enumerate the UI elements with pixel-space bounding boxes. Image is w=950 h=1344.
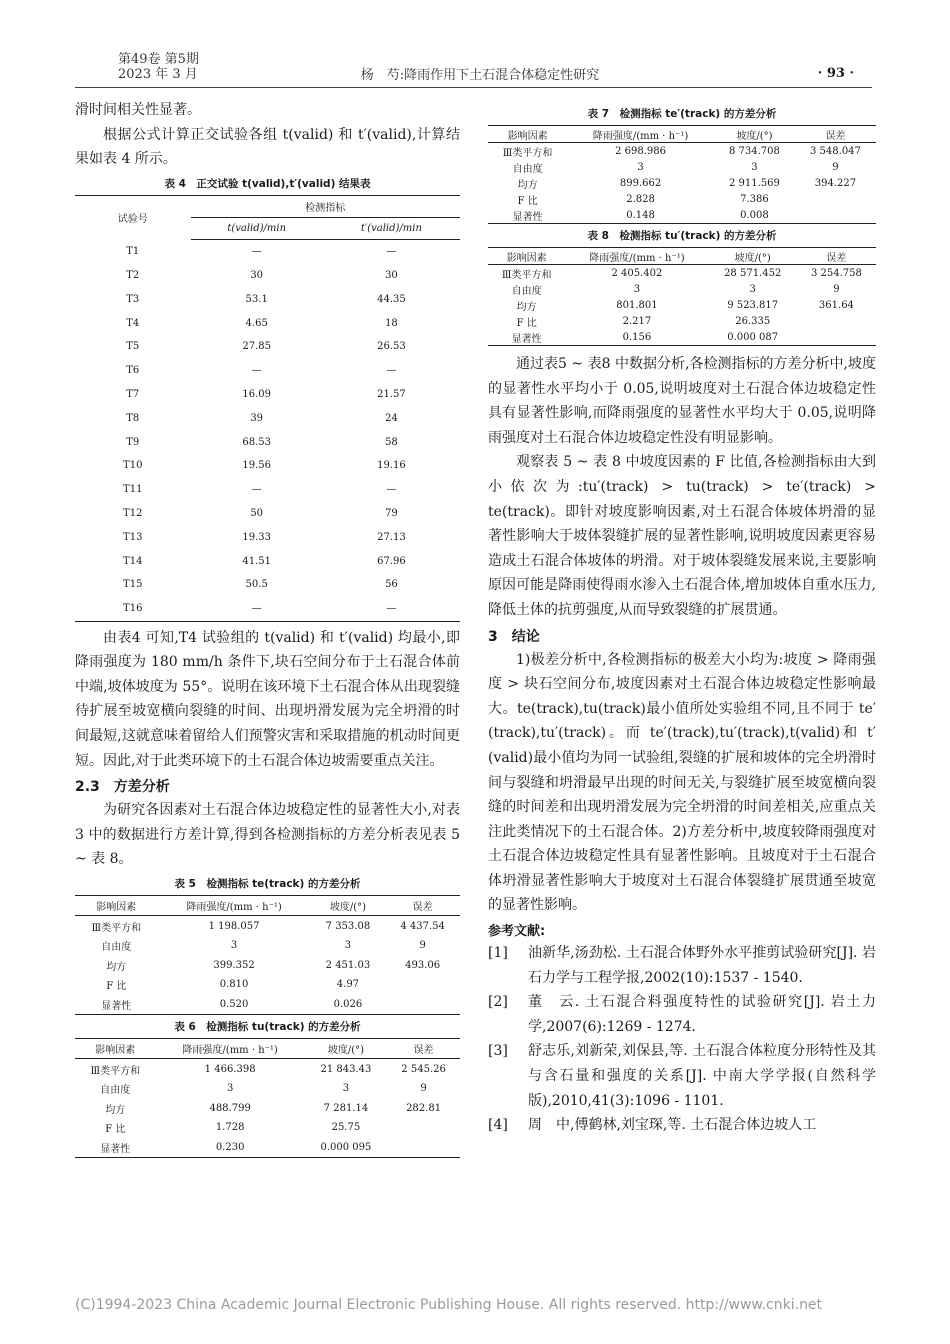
table-cell: T4 bbox=[126, 317, 140, 329]
table-row bbox=[75, 359, 460, 383]
table-cell: 3 bbox=[633, 283, 641, 295]
table-cell: 24 bbox=[385, 412, 398, 424]
table-cell: 9 bbox=[419, 940, 426, 952]
table-cell bbox=[795, 207, 876, 224]
right-column bbox=[488, 98, 876, 1138]
table-cell: 44.35 bbox=[377, 293, 406, 305]
table-cell: 0.156 bbox=[565, 329, 708, 346]
table-header: 影响因素 bbox=[75, 895, 158, 916]
paragraph: 由表4 可知,T4 试验组的 t(valid) 和 t′(valid) 均最小,即降雨强度为 180 mm/h 条件下,块石空间分布于土石混合体前中端,坡体坡度为 55°。说明在该环境下土石混合体从出现裂缝待扩展至坡宽横向裂缝的时间、出现坍滑发展为完全坍滑的时间最短,这就意味着留给人们预警灾害和采取措施的机动时间更短。因此,对于此类环境下的土石混合体边坡需要重点关注。 bbox=[75, 629, 460, 769]
table-cell: T15 bbox=[123, 579, 143, 591]
table-cell: 显著性 bbox=[488, 207, 567, 224]
copyright-footer: (C)1994-2023 China Academic Journal Electronic Publishing House. All rights reserved. http://www.cnki.net bbox=[75, 1297, 823, 1313]
table-row bbox=[75, 549, 460, 573]
table-cell: 21.57 bbox=[377, 388, 406, 400]
table4-caption: 表 4 正交试验 t(valid),t′(valid) 结果表 bbox=[164, 177, 371, 190]
table-header: 坡度/(°) bbox=[709, 248, 797, 265]
table-cell: 488.799 bbox=[209, 1102, 251, 1114]
table-cell: 7 353.08 bbox=[325, 920, 371, 932]
table-cell: 0.000 087 bbox=[709, 329, 797, 346]
table-cell: 2.828 bbox=[626, 193, 655, 205]
table-row bbox=[75, 916, 460, 936]
table-row bbox=[75, 994, 460, 1014]
table-cell: 26.335 bbox=[735, 315, 771, 327]
table-cell: 3 bbox=[230, 940, 238, 952]
table-header: 试验号 bbox=[75, 195, 191, 239]
table-header: 降雨强度/(mm · h⁻¹) bbox=[565, 248, 708, 265]
table-cell: 3 bbox=[226, 1083, 234, 1095]
table-header: 影响因素 bbox=[488, 126, 567, 143]
table-cell: 3 bbox=[342, 1083, 350, 1095]
table-cell: — bbox=[251, 246, 262, 258]
table-cell: 1 466.398 bbox=[204, 1063, 256, 1075]
table-header: 坡度/(°) bbox=[305, 1038, 387, 1059]
table-cell bbox=[385, 994, 460, 1014]
table-cell: T14 bbox=[123, 555, 143, 567]
table-cell: 7 281.14 bbox=[323, 1102, 369, 1114]
table-cell: T2 bbox=[126, 269, 140, 281]
table-cell: Ⅲ类平方和 bbox=[90, 1065, 141, 1077]
table-cell: 0.520 bbox=[158, 994, 311, 1014]
table-cell: 2.217 bbox=[622, 315, 652, 327]
table-row bbox=[75, 1079, 460, 1099]
table-cell: F 比 bbox=[105, 1124, 126, 1136]
table-cell: 26.53 bbox=[377, 341, 406, 353]
table-cell: 2 545.26 bbox=[401, 1063, 446, 1075]
table-cell: — bbox=[251, 365, 262, 377]
table-row bbox=[75, 311, 460, 335]
table-row bbox=[75, 1098, 460, 1118]
table6-caption: 表 6 检测指标 tu(track) 的方差分析 bbox=[174, 1020, 361, 1033]
table-cell: 3 bbox=[344, 940, 352, 952]
table-row bbox=[488, 159, 876, 175]
table-cell: 4.65 bbox=[245, 317, 268, 329]
reference-text: 舒志乐,刘新荣,刘保县,等. 土石混合体粒度分形特性及其与含石量和强度的关系[J]. 中南大学学报(自然科学版),2010,41(3):1096 - 1101. bbox=[528, 1043, 876, 1109]
reference-list bbox=[488, 941, 876, 1138]
table-cell: 899.662 bbox=[619, 177, 662, 189]
table-header: 误差 bbox=[387, 1038, 460, 1059]
table-cell: 3 bbox=[637, 161, 644, 173]
table-cell: 自由度 bbox=[512, 163, 543, 175]
paragraph: 滑时间相关性显著。 bbox=[75, 102, 201, 118]
table-cell: 399.352 bbox=[213, 959, 255, 971]
left-column bbox=[75, 98, 460, 1158]
journal-date: 2023 年 3 月 bbox=[118, 67, 198, 82]
table-cell: 1.728 bbox=[215, 1122, 245, 1134]
paragraph: 为研究各因素对土石混合体边坡稳定性的显著性大小,对表 3 中的数据进行方差计算,得到各检测指标的方差分析表见表 5 ~ 表 8。 bbox=[75, 802, 460, 868]
table-row bbox=[75, 239, 460, 263]
table-row bbox=[488, 313, 876, 329]
table-row bbox=[488, 143, 876, 160]
table-cell: 18 bbox=[385, 317, 398, 329]
table-cell: Ⅲ类平方和 bbox=[502, 147, 553, 159]
table-cell: Ⅲ类平方和 bbox=[501, 269, 552, 281]
table-cell: 2 451.03 bbox=[325, 959, 371, 971]
table-cell: 显著性 bbox=[75, 994, 158, 1014]
reference-item bbox=[488, 990, 876, 1039]
reference-text: 周 中,傅鹤林,刘宝琛,等. 土石混合体边坡人工 bbox=[528, 1117, 817, 1134]
table-header: 降雨强度/(mm · h⁻¹) bbox=[567, 126, 714, 143]
table-cell: 19.16 bbox=[377, 460, 406, 472]
table-cell: 58 bbox=[385, 436, 398, 448]
table-cell: 4.97 bbox=[336, 979, 360, 991]
table-cell: 27.13 bbox=[377, 531, 406, 543]
table-cell: 50.5 bbox=[245, 579, 268, 591]
table-header: 检测指标 bbox=[191, 195, 461, 217]
table-header: t′(valid)/min bbox=[323, 217, 460, 239]
table-cell: 0.026 bbox=[311, 994, 386, 1014]
reference-item bbox=[488, 941, 876, 990]
table-cell: 2 405.402 bbox=[611, 267, 663, 279]
paragraph: 根据公式计算正交试验各组 t(valid) 和 t′(valid),计算结果如表 4 所示。 bbox=[75, 126, 460, 168]
table-cell: T5 bbox=[126, 341, 140, 353]
table-cell: — bbox=[386, 246, 397, 258]
table-cell: 0.148 bbox=[567, 207, 714, 224]
table-cell: 均方 bbox=[516, 301, 537, 313]
table-row bbox=[75, 454, 460, 478]
table-cell: 41.51 bbox=[242, 555, 271, 567]
table-cell: 0.008 bbox=[714, 207, 795, 224]
table-cell: 30 bbox=[385, 269, 398, 281]
running-title: 杨 芍:降雨作用下土石混合体稳定性研究 bbox=[360, 68, 600, 83]
table-header: 坡度/(°) bbox=[311, 895, 386, 916]
table-cell: 0.810 bbox=[219, 979, 249, 991]
table-cell: Ⅲ类平方和 bbox=[91, 922, 142, 934]
table-cell: 均方 bbox=[517, 179, 538, 191]
table-cell: 显著性 bbox=[75, 1137, 156, 1157]
table-row bbox=[488, 329, 876, 346]
table-cell: 361.64 bbox=[818, 299, 854, 311]
table-cell: 28 571.452 bbox=[724, 267, 782, 279]
table-cell: — bbox=[323, 597, 460, 621]
reference-text: 油新华,汤劲松. 土石混合体野外水平推剪试验研究[J]. 岩石力学与工程学报,2002(10):1537 - 1540. bbox=[528, 945, 876, 986]
table-row bbox=[488, 297, 876, 313]
table-cell: 显著性 bbox=[488, 329, 565, 346]
table-cell: T12 bbox=[123, 507, 143, 519]
section-heading: 2.3 方差分析 bbox=[75, 779, 170, 796]
table-cell bbox=[797, 313, 876, 329]
reference-text: 董 云. 土石混合料强度特性的试验研究[J]. 岩土力学,2007(6):1269 - 1274. bbox=[528, 994, 876, 1035]
reference-item bbox=[488, 1113, 876, 1138]
table-cell: T11 bbox=[123, 484, 143, 496]
table-cell: 493.06 bbox=[405, 959, 441, 971]
table-cell: 25.75 bbox=[331, 1122, 361, 1134]
table-header: 误差 bbox=[385, 895, 460, 916]
paragraph: 观察表 5 ~ 表 8 中坡度因素的 F 比值,各检测指标由大到小依次为:tu′(track) > tu(track) > te′(track) > te(track)。即针对坡度影响因素,对土石混合体坡体坍滑的显著性影响大于坡体裂缝扩展的显著性影响,说明坡度因素更容易造成土石混合体坡体的坍滑。对于坡体裂缝发展来说,主要影响原因可能是降雨使得雨水渗入土石混合体,增加坡体自重水压力,降低土体的抗剪强度,从而导致裂缝的扩展贯通。 bbox=[488, 454, 876, 618]
table-cell: 79 bbox=[385, 507, 398, 519]
table-cell: 均方 bbox=[105, 1104, 126, 1116]
table-cell: 0.000 095 bbox=[305, 1137, 387, 1157]
table5-caption: 表 5 检测指标 te(track) 的方差分析 bbox=[174, 877, 361, 890]
table-row bbox=[75, 1059, 460, 1079]
table-row bbox=[75, 287, 460, 311]
table-cell: F 比 bbox=[106, 981, 127, 993]
table-cell: — bbox=[191, 597, 323, 621]
table-row bbox=[75, 936, 460, 956]
table-header: 误差 bbox=[795, 126, 876, 143]
references-heading: 参考文献: bbox=[488, 924, 546, 940]
table-row bbox=[488, 207, 876, 224]
table-header: 降雨强度/(mm · h⁻¹) bbox=[156, 1038, 305, 1059]
journal-issue bbox=[118, 52, 199, 82]
table-row bbox=[75, 430, 460, 454]
table-header: 影响因素 bbox=[75, 1038, 156, 1059]
table-cell: 自由度 bbox=[100, 1085, 131, 1097]
table-cell: T6 bbox=[126, 365, 140, 377]
table-cell: 50 bbox=[250, 507, 264, 519]
table-cell: 3 bbox=[751, 161, 758, 173]
table-cell bbox=[387, 1118, 460, 1138]
table-row bbox=[75, 975, 460, 995]
table-cell: F 比 bbox=[517, 195, 538, 207]
reference-number: [3] bbox=[488, 1043, 508, 1060]
table-cell: F 比 bbox=[516, 317, 537, 329]
paragraph: 通过表5 ~ 表8 中数据分析,各检测指标的方差分析中,坡度的显著性水平均小于 0.05,说明坡度对土石混合体边坡稳定性具有显著性影响,而降雨强度的显著性水平均大于 0.05,说明降雨强度对土石混合体边坡稳定性没有明显影响。 bbox=[488, 356, 876, 446]
reference-number: [2] bbox=[488, 994, 508, 1011]
table-cell: 16.09 bbox=[242, 388, 271, 400]
table-row bbox=[75, 335, 460, 359]
table6 bbox=[75, 1038, 460, 1158]
paragraph: 1)极差分析中,各检测指标的极差大小均为:坡度 > 降雨强度 > 块石空间分布,坡度因素对土石混合体边坡稳定性影响最大。te(track),tu(track)最小值所处实验组不同,且不同于 te′(track),tu′(track)。而 te′(track),tu′(track),t(valid)和 t′(valid)最小值均为同一试验组,裂缝的扩展和坡体的完全坍滑时间与裂缝和坍滑最早出现的时间无关,与裂缝扩展至坡宽横向裂缝的时间差和出现坍滑发展为完全坍滑的时间差相关,应重点关注此类情况下的土石混合体。2)方差分析中,坡度较降雨强度对土石混合体边坡稳定性具有显著性影响。且坡度对于土石混合体坍滑显著性影响大于坡度对土石混合体裂缝扩展贯通至坡宽的显著性影响。 bbox=[488, 651, 876, 914]
table-row bbox=[75, 478, 460, 502]
table-cell bbox=[795, 191, 876, 207]
section-heading: 3 结论 bbox=[488, 628, 540, 645]
table-cell: — bbox=[386, 484, 397, 496]
table-row bbox=[75, 1118, 460, 1138]
table-row bbox=[75, 502, 460, 526]
table-cell: 9 bbox=[420, 1083, 427, 1095]
table-row bbox=[75, 955, 460, 975]
table-cell bbox=[385, 975, 460, 995]
table-cell: 394.227 bbox=[814, 177, 857, 189]
table-row bbox=[75, 1137, 460, 1157]
journal-volume: 第49卷 第5期 bbox=[118, 52, 199, 67]
table-row bbox=[75, 573, 460, 597]
table-cell: — bbox=[386, 365, 397, 377]
table-row bbox=[488, 191, 876, 207]
table-cell: T16 bbox=[75, 597, 191, 621]
reference-number: [1] bbox=[488, 945, 508, 962]
table-row bbox=[488, 175, 876, 191]
table-cell: 7.386 bbox=[740, 193, 769, 205]
header-rule bbox=[75, 87, 872, 88]
table-cell: 均方 bbox=[106, 961, 127, 973]
table-row bbox=[75, 525, 460, 549]
table-cell: — bbox=[251, 484, 262, 496]
table-cell: T7 bbox=[126, 388, 140, 400]
table-cell: 自由度 bbox=[101, 942, 132, 954]
table8-caption: 表 8 检测指标 tu′(track) 的方差分析 bbox=[587, 230, 777, 242]
table-cell: T1 bbox=[126, 245, 140, 257]
table-cell: T13 bbox=[123, 531, 143, 543]
table-row bbox=[75, 264, 460, 288]
table-cell: 3 548.047 bbox=[810, 145, 861, 157]
table-row bbox=[75, 383, 460, 407]
reference-number: [4] bbox=[488, 1117, 508, 1134]
table-cell: T8 bbox=[126, 412, 140, 424]
table-cell: 2 698.986 bbox=[615, 145, 666, 157]
table-cell: 1 198.057 bbox=[208, 920, 260, 932]
table-cell: T9 bbox=[126, 436, 140, 448]
table4 bbox=[75, 195, 460, 622]
table-cell: 801.801 bbox=[616, 299, 658, 311]
table7 bbox=[488, 125, 876, 224]
table-cell: 3 bbox=[749, 283, 756, 295]
table-cell: T3 bbox=[126, 293, 140, 305]
table-header: 误差 bbox=[797, 248, 876, 265]
table-row bbox=[488, 281, 876, 297]
table7-caption: 表 7 检测指标 te′(track) 的方差分析 bbox=[587, 108, 777, 120]
table-cell: 自由度 bbox=[511, 285, 542, 297]
table-cell: 9 bbox=[832, 161, 839, 173]
table-cell: 4 437.54 bbox=[400, 920, 445, 932]
table-cell: 3 254.758 bbox=[810, 267, 862, 279]
table-cell: 8 734.708 bbox=[728, 145, 780, 157]
table-row bbox=[488, 265, 876, 282]
table-cell bbox=[797, 329, 876, 346]
table5 bbox=[75, 895, 460, 1015]
table-cell: 9 523.817 bbox=[727, 299, 779, 311]
table-cell: 2 911.569 bbox=[728, 177, 780, 189]
table-cell: 39 bbox=[250, 412, 264, 424]
table-cell: 56 bbox=[385, 579, 398, 591]
table-cell: 19.33 bbox=[242, 531, 271, 543]
table-cell: 282.81 bbox=[406, 1102, 442, 1114]
table-header: t(valid)/min bbox=[191, 217, 323, 239]
table-cell: 30 bbox=[250, 269, 264, 281]
table-row bbox=[75, 597, 460, 621]
table-cell: 53.1 bbox=[245, 293, 268, 305]
table-header: 影响因素 bbox=[488, 248, 565, 265]
table-cell: 27.85 bbox=[242, 341, 271, 353]
table8 bbox=[488, 247, 876, 346]
table-header: 降雨强度/(mm · h⁻¹) bbox=[158, 895, 311, 916]
table-cell: 68.53 bbox=[242, 436, 271, 448]
reference-item bbox=[488, 1039, 876, 1113]
table-cell: 21 843.43 bbox=[320, 1063, 372, 1075]
table-cell: 67.96 bbox=[377, 555, 406, 567]
table-cell: 0.230 bbox=[156, 1137, 305, 1157]
table-cell: 9 bbox=[833, 283, 840, 295]
table-cell bbox=[387, 1137, 460, 1157]
table-header: 坡度/(°) bbox=[714, 126, 795, 143]
page-number: · 93 · bbox=[817, 66, 854, 81]
table-cell: 19.56 bbox=[242, 460, 271, 472]
table-cell: T10 bbox=[123, 460, 143, 472]
table-row bbox=[75, 406, 460, 430]
